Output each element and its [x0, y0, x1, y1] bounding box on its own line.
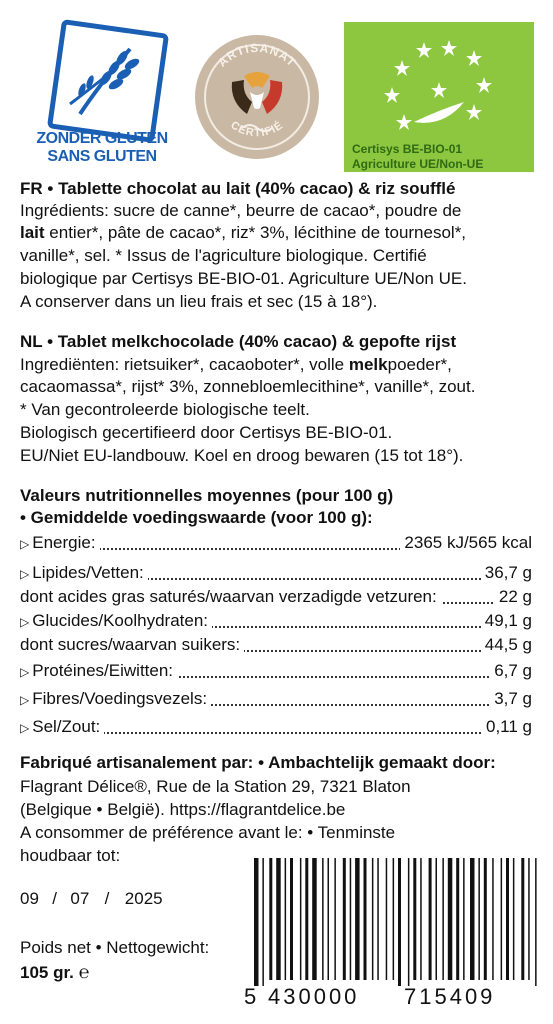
barcode-bar — [408, 858, 410, 986]
barcode-group-2: 715409 — [404, 984, 496, 1009]
nutrient-value: 3,7 g — [490, 689, 532, 709]
nutrition-row — [20, 635, 532, 659]
nutrient-value: 0,11 g — [482, 717, 532, 737]
fr-line-5: A conserver dans un lieu frais et sec (15 à 18°). — [20, 292, 378, 311]
barcode-bar — [269, 858, 272, 980]
barcode-bar — [334, 858, 336, 980]
eu-organic-origin: Agriculture UE/Non-UE — [352, 157, 484, 171]
barcode-bar — [372, 858, 374, 980]
artisanat-bottom-text: CERTIFIÉ — [228, 119, 286, 140]
best-before-date: 09 / 07 / 2025 — [20, 889, 163, 908]
barcode-bar — [285, 858, 287, 980]
nutrient-label: dont sucres/waarvan suikers: — [20, 635, 244, 655]
net-weight-label: Poids net • Nettogewicht: — [20, 938, 210, 957]
barcode-bar — [513, 858, 515, 980]
barcode-bar — [492, 858, 494, 980]
best-before-label: A consommer de préférence avant le: • Tenminste — [20, 823, 396, 842]
barcode-bar — [521, 858, 524, 980]
barcode-bar — [355, 858, 360, 980]
barcode-bar — [506, 858, 509, 980]
date-year: 2025 — [124, 889, 163, 908]
barcode-bar — [436, 858, 438, 980]
nutrition-row — [20, 563, 532, 587]
nutrient-value: 44,5 g — [481, 635, 532, 655]
nl-line-2: cacaomassa*, rijst* 3%, zonnebloemlecithine*, vanille*, zout. — [20, 377, 476, 396]
barcode-bar — [312, 858, 317, 980]
gluten-free-text-1: ZONDER GLUTEN — [36, 130, 168, 147]
nutrient-label: ▷ Glucides/Koolhydraten: — [20, 611, 212, 631]
triangle-icon: ▷ — [20, 537, 30, 551]
barcode-bar — [478, 858, 480, 980]
nutrient-label: ▷ Sel/Zout: — [20, 717, 104, 737]
fr-line-2: lait entier*, pâte de cacao*, riz* 3%, lécithine de tournesol*, — [20, 223, 467, 242]
maker-address: Flagrant Délice®, Rue de la Station 29, 7321 Blaton — [20, 777, 411, 796]
nl-line-3: * Van gecontroleerde biologische teelt. — [20, 400, 310, 419]
nl-title-text: Tablet melkchocolade (40% cacao) & gepofte rijst — [57, 332, 457, 351]
barcode-bar — [535, 858, 537, 986]
barcode-bar — [484, 858, 487, 980]
barcode-bar — [528, 858, 530, 980]
nutrition-row — [20, 661, 532, 685]
barcode-first-digit: 5 — [244, 984, 260, 1009]
barcode-digits — [244, 984, 544, 1014]
certification-logos — [22, 22, 532, 172]
barcode-bar — [386, 858, 388, 980]
nutrition-row — [20, 533, 532, 557]
nutrient-value: 22 g — [495, 587, 532, 607]
barcode-bar — [442, 858, 444, 980]
nutrient-label: ▷ Lipides/Vetten: — [20, 563, 148, 583]
ean-barcode — [244, 858, 544, 986]
nl-title: NL • Tablet melkchocolade (40% cacao) & gepofte rijst — [20, 332, 457, 351]
barcode-bar — [364, 858, 367, 980]
barcode-bar — [463, 858, 465, 980]
gluten-free-text-2: SANS GLUTEN — [47, 148, 157, 165]
barcode-bar — [322, 858, 324, 980]
barcode-bar — [290, 858, 293, 980]
nutrient-label: dont acides gras saturés/waarvan verzadigde vetzuren: — [20, 587, 441, 607]
nutrition-title-fr: Valeurs nutritionnelles moyennes (pour 100 g) — [20, 486, 394, 505]
artisanat-top-text: ARTISANAT — [215, 40, 299, 70]
nutrient-value: 6,7 g — [490, 661, 532, 681]
estimated-sign-icon: ℮ — [78, 962, 90, 982]
date-day: 09 — [20, 889, 39, 908]
fr-line-1: Ingrédients: sucre de canne*, beurre de cacao*, poudre de — [20, 201, 462, 220]
barcode-bar — [276, 858, 281, 980]
barcode-bar — [350, 858, 352, 980]
barcode-bar — [377, 858, 379, 980]
fr-title-text: Tablette chocolat au lait (40% cacao) & riz soufflé — [58, 179, 456, 198]
barcode-bar — [343, 858, 346, 980]
wheat-icon — [60, 34, 152, 126]
barcode-bar — [300, 858, 302, 980]
barcode-bar — [254, 858, 259, 986]
fr-line-4: biologique par Certisys BE-BIO-01. Agriculture UE/Non UE. — [20, 269, 467, 288]
triangle-icon: ▷ — [20, 693, 30, 707]
barcode-bar — [262, 858, 264, 986]
maker-title: Fabriqué artisanalement par: • Ambachtelijk gemaakt door: — [20, 753, 496, 772]
eu-organic-logo — [344, 22, 534, 172]
nutrient-value: 2365 kJ/565 kcal — [400, 533, 532, 553]
nutrient-label: ▷ Protéines/Eiwitten: — [20, 661, 177, 681]
best-before-label-2: houdbaar tot: — [20, 846, 121, 865]
barcode-bar — [398, 858, 401, 986]
eu-organic-code: Certisys BE-BIO-01 — [352, 142, 463, 156]
triangle-icon: ▷ — [20, 567, 30, 581]
nutrition-row — [20, 689, 532, 713]
barcode-bar — [420, 858, 422, 980]
barcode-bar — [393, 858, 395, 980]
gluten-free-logo — [32, 22, 172, 172]
nutrition-row — [20, 717, 532, 741]
nutrition-title-nl: • Gemiddelde voedingswaarde (voor 100 g): — [20, 508, 373, 527]
artisanat-certifie-seal — [192, 32, 322, 162]
barcode-bar — [470, 858, 475, 980]
nl-line-4: Biologisch gecertifieerd door Certisys BE-BIO-01. — [20, 423, 393, 442]
fr-line-3: vanille*, sel. * Issus de l'agriculture biologique. Certifié — [20, 246, 427, 265]
date-month: 07 — [70, 889, 90, 908]
barcode-bar — [305, 858, 308, 980]
eu-leaf-icon — [374, 32, 504, 137]
nl-line-1: Ingrediënten: rietsuiker*, cacaoboter*, volle melkpoeder*, — [20, 355, 452, 374]
nutrient-label: ▷ Fibres/Voedingsvezels: — [20, 689, 211, 709]
nutrient-label: ▷ Energie: — [20, 533, 100, 553]
barcode-bar — [448, 858, 453, 980]
nutrition-row — [20, 587, 532, 611]
barcode-bar — [429, 858, 432, 980]
net-weight: 105 gr. ℮ — [20, 962, 90, 982]
triangle-icon: ▷ — [20, 721, 30, 735]
barcode-bar — [413, 858, 416, 980]
barcode-bar — [328, 858, 330, 980]
barcode-group-1: 430000 — [268, 984, 360, 1009]
nutrient-value: 36,7 g — [481, 563, 532, 583]
fr-title: FR • Tablette chocolat au lait (40% cacao) & riz soufflé — [20, 179, 456, 198]
triangle-icon: ▷ — [20, 615, 30, 629]
triangle-icon: ▷ — [20, 665, 30, 679]
nutrient-value: 49,1 g — [481, 611, 532, 631]
barcode-bar — [456, 858, 459, 980]
maker-website: (Belgique • België). https://flagrantdelice.be — [20, 800, 346, 819]
nl-line-5: EU/Niet EU-landbouw. Koel en droog bewaren (15 tot 18°). — [20, 446, 464, 465]
nutrition-row — [20, 611, 532, 635]
barcode-bar — [501, 858, 503, 980]
